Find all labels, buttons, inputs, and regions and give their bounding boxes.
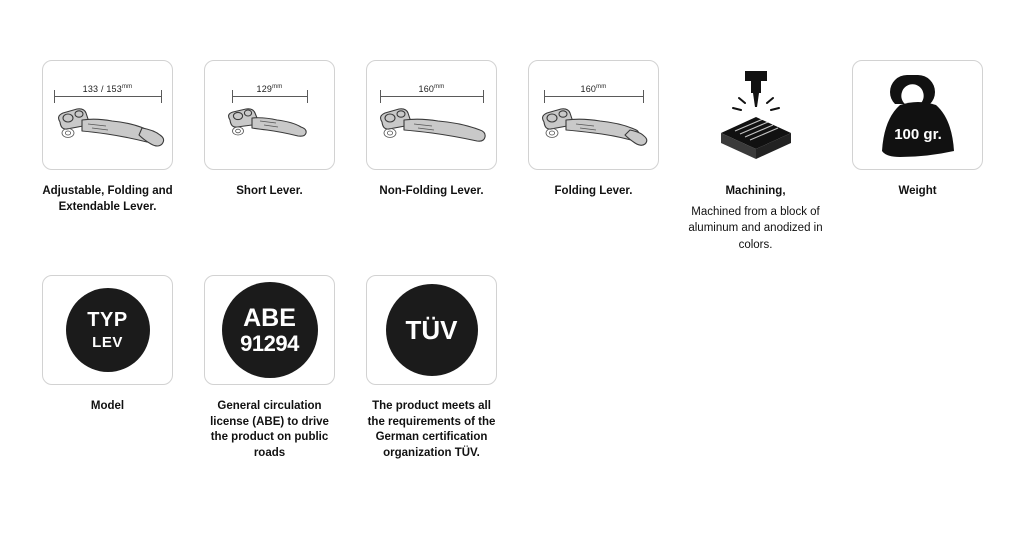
tuv-badge-icon (386, 284, 478, 376)
badge-line-1: TÜV (405, 315, 458, 345)
badge-line-2: LEV (92, 334, 123, 351)
lever-tile (528, 60, 659, 170)
lever-tile (42, 60, 173, 170)
weight-value-label: 100 gr. (893, 126, 942, 143)
feature-caption: Adjustable, Folding and Extendable Lever. (42, 185, 173, 213)
machining-tile (690, 60, 821, 170)
dimension-label: $129^{mm}$ (256, 83, 283, 94)
weight-tile (852, 60, 983, 170)
feature-caption: Weight (898, 185, 937, 197)
badge-abe (204, 275, 335, 461)
feature-caption: Short Lever. (236, 185, 303, 197)
feature-weight (852, 60, 983, 200)
feature-machining (690, 60, 821, 254)
badge-tile (42, 275, 173, 385)
feature-subcaption: Machined from a block of aluminum and anodized in colors. (688, 205, 823, 251)
certification-row (42, 275, 497, 461)
feature-caption: Folding Lever. (554, 185, 633, 197)
lever-folding-icon (534, 68, 654, 163)
feature-caption: Non-Folding Lever. (379, 185, 484, 197)
lever-tile (366, 60, 497, 170)
cnc-machining-icon (701, 67, 811, 163)
feature-row-primary (42, 60, 983, 254)
lever-non-folding-icon (372, 68, 492, 163)
badge-tile (204, 275, 335, 385)
weight-kettlebell-icon (866, 69, 970, 161)
feature-folding-lever (528, 60, 659, 200)
abe-badge-icon (222, 282, 318, 378)
lever-adjustable-icon (48, 68, 168, 163)
feature-non-folding-lever (366, 60, 497, 200)
badge-caption: The product meets all the requirements of the German certification organization TÜV. (367, 400, 496, 459)
lever-tile (204, 60, 335, 170)
badge-tile (366, 275, 497, 385)
badge-tuv (366, 275, 497, 461)
dimension-label: $133 / 153^{mm}$ (82, 83, 133, 94)
dimension-label: $160^{mm}$ (580, 83, 607, 94)
feature-short-lever (204, 60, 335, 200)
badge-line-2: 91294 (240, 330, 299, 356)
model-badge-icon (66, 288, 150, 372)
dimension-label: $160^{mm}$ (418, 83, 445, 94)
feature-adjustable-folding-extendable-lever (42, 60, 173, 215)
badge-line-1: TYP (87, 309, 128, 331)
badge-caption: General circulation license (ABE) to drive the product on public roads (210, 400, 329, 459)
badge-line-1: ABE (243, 303, 296, 332)
lever-short-icon (210, 68, 330, 163)
badge-model (42, 275, 173, 415)
feature-caption: Machining, (725, 185, 786, 197)
badge-caption: Model (90, 400, 125, 412)
